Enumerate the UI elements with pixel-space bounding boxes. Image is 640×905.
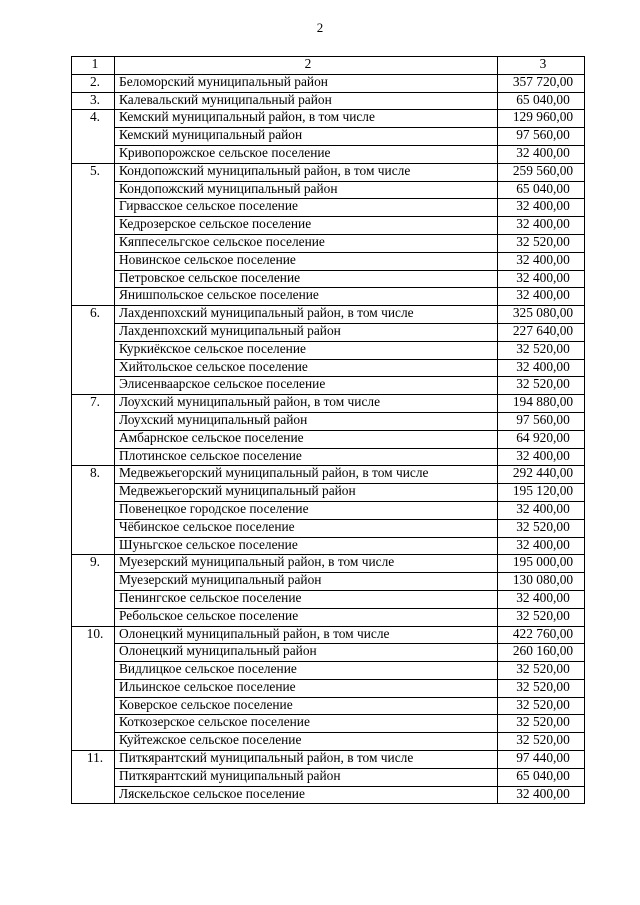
row-name: Питкярантский муниципальный район — [115, 768, 498, 786]
row-name: Повенецкое городское поселение — [115, 501, 498, 519]
row-amount: 32 400,00 — [498, 217, 585, 235]
table-row — [72, 288, 585, 306]
row-number: 4. — [72, 110, 115, 128]
row-amount: 32 520,00 — [498, 733, 585, 751]
row-amount: 65 040,00 — [498, 768, 585, 786]
row-amount: 32 400,00 — [498, 288, 585, 306]
table-body — [72, 57, 585, 804]
row-amount: 32 400,00 — [498, 145, 585, 163]
row-amount: 65 040,00 — [498, 181, 585, 199]
row-name: Пенингское сельское поселение — [115, 590, 498, 608]
row-name: Коткозерское сельское поселение — [115, 715, 498, 733]
row-name: Муезерский муниципальный район, в том числе — [115, 555, 498, 573]
row-name: Кривопорожское сельское поселение — [115, 145, 498, 163]
row-number — [72, 448, 115, 466]
row-amount: 32 520,00 — [498, 234, 585, 252]
table-row — [72, 110, 585, 128]
row-number — [72, 697, 115, 715]
row-number — [72, 270, 115, 288]
table-row — [72, 662, 585, 680]
row-number: 11. — [72, 751, 115, 769]
row-number — [72, 412, 115, 430]
table-row — [72, 466, 585, 484]
table-row — [72, 395, 585, 413]
row-name: Плотинское сельское поселение — [115, 448, 498, 466]
row-name: Амбарнское сельское поселение — [115, 430, 498, 448]
row-name: Кемский муниципальный район — [115, 128, 498, 146]
row-number — [72, 573, 115, 591]
table-row — [72, 608, 585, 626]
row-name: Калевальский муниципальный район — [115, 92, 498, 110]
row-amount: 32 520,00 — [498, 715, 585, 733]
row-amount: 195 000,00 — [498, 555, 585, 573]
row-number — [72, 377, 115, 395]
row-amount: 32 400,00 — [498, 501, 585, 519]
row-number — [72, 217, 115, 235]
row-name: Питкярантский муниципальный район, в том числе — [115, 751, 498, 769]
table-row — [72, 252, 585, 270]
row-number: 3. — [72, 92, 115, 110]
table-row — [72, 234, 585, 252]
row-number — [72, 662, 115, 680]
row-number — [72, 252, 115, 270]
table-row — [72, 92, 585, 110]
row-amount: 32 400,00 — [498, 252, 585, 270]
row-amount: 32 400,00 — [498, 786, 585, 804]
table-row — [72, 306, 585, 324]
row-amount: 64 920,00 — [498, 430, 585, 448]
table-row — [72, 217, 585, 235]
table-row — [72, 199, 585, 217]
table-row — [72, 181, 585, 199]
row-amount: 32 520,00 — [498, 662, 585, 680]
row-number — [72, 323, 115, 341]
table-row — [72, 555, 585, 573]
table-row — [72, 323, 585, 341]
row-name: Гирвасское сельское поселение — [115, 199, 498, 217]
row-amount: 32 520,00 — [498, 679, 585, 697]
row-amount: 325 080,00 — [498, 306, 585, 324]
row-number: 9. — [72, 555, 115, 573]
row-number — [72, 733, 115, 751]
row-number: 2. — [72, 74, 115, 92]
table-row — [72, 644, 585, 662]
row-name: Ребольское сельское поселение — [115, 608, 498, 626]
row-number — [72, 715, 115, 733]
row-number — [72, 288, 115, 306]
page-number: 2 — [316, 20, 324, 35]
row-name: Олонецкий муниципальный район, в том числе — [115, 626, 498, 644]
row-number — [72, 679, 115, 697]
row-name: Медвежьегорский муниципальный район — [115, 484, 498, 502]
row-name: Беломорский муниципальный район — [115, 74, 498, 92]
row-name: Петровское сельское поселение — [115, 270, 498, 288]
row-number: 5. — [72, 163, 115, 181]
row-amount: 97 440,00 — [498, 751, 585, 769]
row-amount: 357 720,00 — [498, 74, 585, 92]
table-row — [72, 715, 585, 733]
row-amount: 32 400,00 — [498, 537, 585, 555]
table-row — [72, 786, 585, 804]
row-number — [72, 590, 115, 608]
table-row — [72, 697, 585, 715]
row-number — [72, 537, 115, 555]
row-number — [72, 145, 115, 163]
row-number — [72, 644, 115, 662]
row-amount: 32 520,00 — [498, 697, 585, 715]
row-number: 8. — [72, 466, 115, 484]
row-name: Новинское сельское поселение — [115, 252, 498, 270]
row-name: Лахденпохский муниципальный район — [115, 323, 498, 341]
row-amount: 32 400,00 — [498, 590, 585, 608]
table-row — [72, 163, 585, 181]
row-name: Чёбинское сельское поселение — [115, 519, 498, 537]
row-amount: 194 880,00 — [498, 395, 585, 413]
header-col-2: 2 — [115, 57, 498, 75]
row-name: Видлицкое сельское поселение — [115, 662, 498, 680]
row-number — [72, 768, 115, 786]
row-amount: 259 560,00 — [498, 163, 585, 181]
row-number — [72, 501, 115, 519]
row-amount: 32 520,00 — [498, 608, 585, 626]
row-name: Муезерский муниципальный район — [115, 573, 498, 591]
row-amount: 32 400,00 — [498, 199, 585, 217]
row-amount: 32 520,00 — [498, 341, 585, 359]
row-name: Лоухский муниципальный район — [115, 412, 498, 430]
row-name: Янишпольское сельское поселение — [115, 288, 498, 306]
row-name: Куйтежское сельское поселение — [115, 733, 498, 751]
row-name: Ляскельское сельское поселение — [115, 786, 498, 804]
table-row — [72, 128, 585, 146]
row-name: Куркиёкское сельское поселение — [115, 341, 498, 359]
table-row — [72, 448, 585, 466]
table-row — [72, 679, 585, 697]
row-number — [72, 341, 115, 359]
row-name: Кемский муниципальный район, в том числе — [115, 110, 498, 128]
row-amount: 97 560,00 — [498, 128, 585, 146]
row-name: Коверское сельское поселение — [115, 697, 498, 715]
table-header-row — [72, 57, 585, 75]
table-row — [72, 270, 585, 288]
table-row — [72, 626, 585, 644]
row-name: Медвежьегорский муниципальный район, в том числе — [115, 466, 498, 484]
table-row — [72, 519, 585, 537]
table-row — [72, 768, 585, 786]
table-row — [72, 430, 585, 448]
table-row — [72, 74, 585, 92]
row-name: Лахденпохский муниципальный район, в том числе — [115, 306, 498, 324]
row-amount: 32 400,00 — [498, 448, 585, 466]
row-number — [72, 199, 115, 217]
row-name: Лоухский муниципальный район, в том числе — [115, 395, 498, 413]
row-name: Кондопожский муниципальный район, в том числе — [115, 163, 498, 181]
row-amount: 292 440,00 — [498, 466, 585, 484]
row-number: 6. — [72, 306, 115, 324]
row-number — [72, 608, 115, 626]
table-row — [72, 412, 585, 430]
row-amount: 195 120,00 — [498, 484, 585, 502]
row-number — [72, 430, 115, 448]
row-name: Шуньгское сельское поселение — [115, 537, 498, 555]
table-row — [72, 341, 585, 359]
table-row — [72, 537, 585, 555]
row-name: Хийтольское сельское поселение — [115, 359, 498, 377]
row-amount: 129 960,00 — [498, 110, 585, 128]
table-row — [72, 573, 585, 591]
row-name: Кондопожский муниципальный район — [115, 181, 498, 199]
allocation-table — [71, 56, 585, 804]
row-amount: 65 040,00 — [498, 92, 585, 110]
row-number — [72, 128, 115, 146]
header-col-3: 3 — [498, 57, 585, 75]
row-amount: 32 400,00 — [498, 359, 585, 377]
table-row — [72, 145, 585, 163]
header-col-1: 1 — [72, 57, 115, 75]
table-row — [72, 751, 585, 769]
row-name: Кедрозерское сельское поселение — [115, 217, 498, 235]
row-name: Кяппесельгское сельское поселение — [115, 234, 498, 252]
table-row — [72, 359, 585, 377]
table-row — [72, 377, 585, 395]
row-number — [72, 519, 115, 537]
row-number — [72, 181, 115, 199]
row-number — [72, 786, 115, 804]
row-number: 10. — [72, 626, 115, 644]
table-row — [72, 501, 585, 519]
row-number — [72, 234, 115, 252]
row-name: Элисенваарское сельское поселение — [115, 377, 498, 395]
row-amount: 260 160,00 — [498, 644, 585, 662]
row-amount: 32 400,00 — [498, 270, 585, 288]
row-number: 7. — [72, 395, 115, 413]
row-amount: 97 560,00 — [498, 412, 585, 430]
row-name: Олонецкий муниципальный район — [115, 644, 498, 662]
row-amount: 32 520,00 — [498, 377, 585, 395]
table-row — [72, 484, 585, 502]
row-amount: 422 760,00 — [498, 626, 585, 644]
row-amount: 32 520,00 — [498, 519, 585, 537]
row-name: Ильинское сельское поселение — [115, 679, 498, 697]
table-row — [72, 733, 585, 751]
row-amount: 227 640,00 — [498, 323, 585, 341]
row-number — [72, 484, 115, 502]
row-amount: 130 080,00 — [498, 573, 585, 591]
table-row — [72, 590, 585, 608]
row-number — [72, 359, 115, 377]
